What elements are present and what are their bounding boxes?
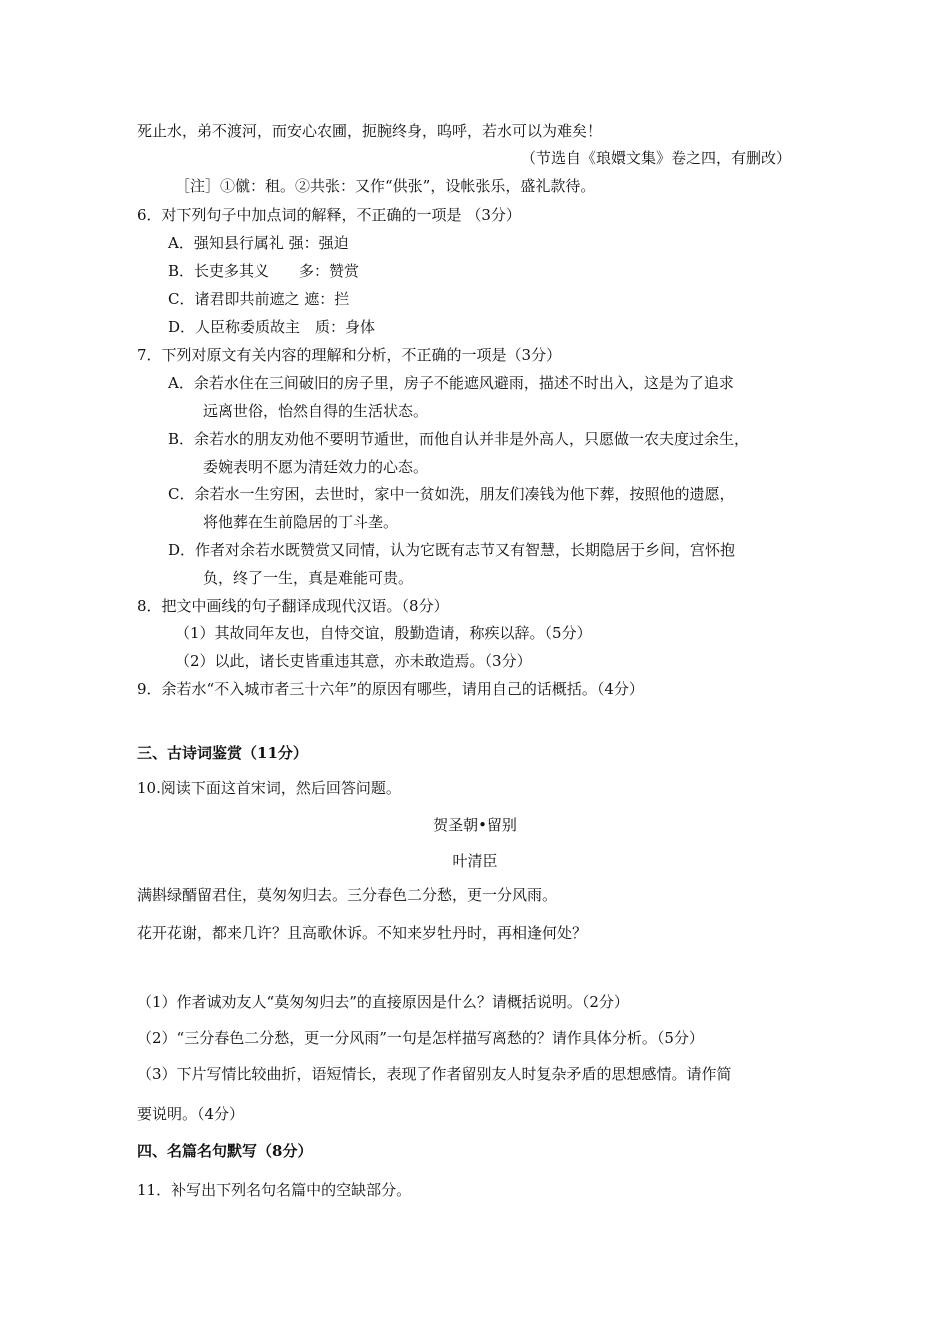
poem-line-1: 满斟绿醑留君住，莫匆匆归去。三分春色二分愁，更一分风雨。 — [137, 886, 558, 904]
q6-stem: 6．对下列句子中加点词的解释，不正确的一项是 （3分） — [137, 206, 521, 224]
q11-stem: 11．补写出下列名句名篇中的空缺部分。 — [137, 1181, 412, 1199]
q7-option-c-cont: 将他葬在生前隐居的丁斗垄。 — [203, 513, 399, 531]
poem-title: 贺圣朝•留别 — [433, 816, 517, 834]
q7-option-a-cont: 远离世俗，怡然自得的生活状态。 — [203, 402, 429, 420]
q10-stem: 10.阅读下面这首宋词，然后回答问题。 — [137, 779, 401, 797]
q6-option-a: A．强知县行属礼 强：强迫 — [168, 234, 349, 252]
q6-option-d: D．人臣称委质故主 质：身体 — [168, 318, 376, 336]
q7-option-d-cont: 负，终了一生，真是难能可贵。 — [203, 569, 414, 587]
q7-option-b-cont: 委婉表明不愿为清廷效力的心态。 — [203, 458, 429, 476]
poem-line-2: 花开花谢，都来几许？且高歌休诉。不知来岁牡丹时，再相逢何处？ — [137, 924, 588, 942]
q10-sub-1: （1）作者诚劝友人“莫匆匆归去”的直接原因是什么？请概括说明。（2分） — [137, 993, 629, 1011]
q6-option-c: C．诸君即共前遮之 遮：拦 — [168, 290, 350, 308]
q10-sub-3-cont: 要说明。（4分） — [137, 1105, 245, 1123]
q7-option-d: D．作者对余若水既赞赏又同情，认为它既有志节又有智慧，长期隐居于乡间，宫怀抱 — [168, 541, 736, 559]
poem-author: 叶清臣 — [452, 852, 498, 870]
passage-note: ［注］①僦：租。②共张：又作“供张”，设帐张乐，盛礼款待。 — [175, 177, 596, 195]
q10-sub-3: （3）下片写情比较曲折，语短情长，表现了作者留别友人时复杂矛盾的思想感情。请作简 — [137, 1065, 732, 1083]
q8-item-1: （1）其故同年友也，自恃交谊，殷勤造请，称疾以辞。（5分） — [175, 624, 592, 642]
passage-closing-line: 死止水，弟不渡河，而安心农圃，扼腕终身，呜呼，若水可以为难矣！ — [137, 122, 603, 140]
q9-stem: 9．余若水“不入城市者三十六年”的原因有哪些，请用自己的话概括。（4分） — [137, 680, 644, 698]
section4-heading: 四、名篇名句默写（8分） — [137, 1142, 313, 1160]
q7-option-c: C．余若水一生穷困，去世时，家中一贫如洗，朋友们凑钱为他下葬，按照他的遗愿， — [168, 485, 735, 503]
q6-option-b: B．长吏多其义 多：赞赏 — [168, 262, 360, 280]
q7-stem: 7．下列对原文有关内容的理解和分析，不正确的一项是（3分） — [137, 346, 562, 364]
passage-source: （节选自《琅嬛文集》卷之四，有删改） — [521, 149, 792, 167]
q8-item-2: （2）以此，诸长吏皆重违其意，亦未敢造焉。（3分） — [175, 652, 532, 670]
q8-stem: 8．把文中画线的句子翻译成现代汉语。（8分） — [137, 597, 449, 615]
section3-heading: 三、古诗词鉴赏（11分） — [137, 744, 308, 762]
q7-option-a: A．余若水住在三间破旧的房子里，房子不能遮风避雨，描述不时出入，这是为了追求 — [168, 374, 734, 392]
q10-sub-2: （2）“三分春色二分愁，更一分风雨”一句是怎样描写离愁的？请作具体分析。（5分） — [137, 1029, 704, 1047]
q7-option-b: B．余若水的朋友劝他不要明节遁世，而他自认并非是外高人，只愿做一农夫度过余生， — [168, 430, 750, 448]
